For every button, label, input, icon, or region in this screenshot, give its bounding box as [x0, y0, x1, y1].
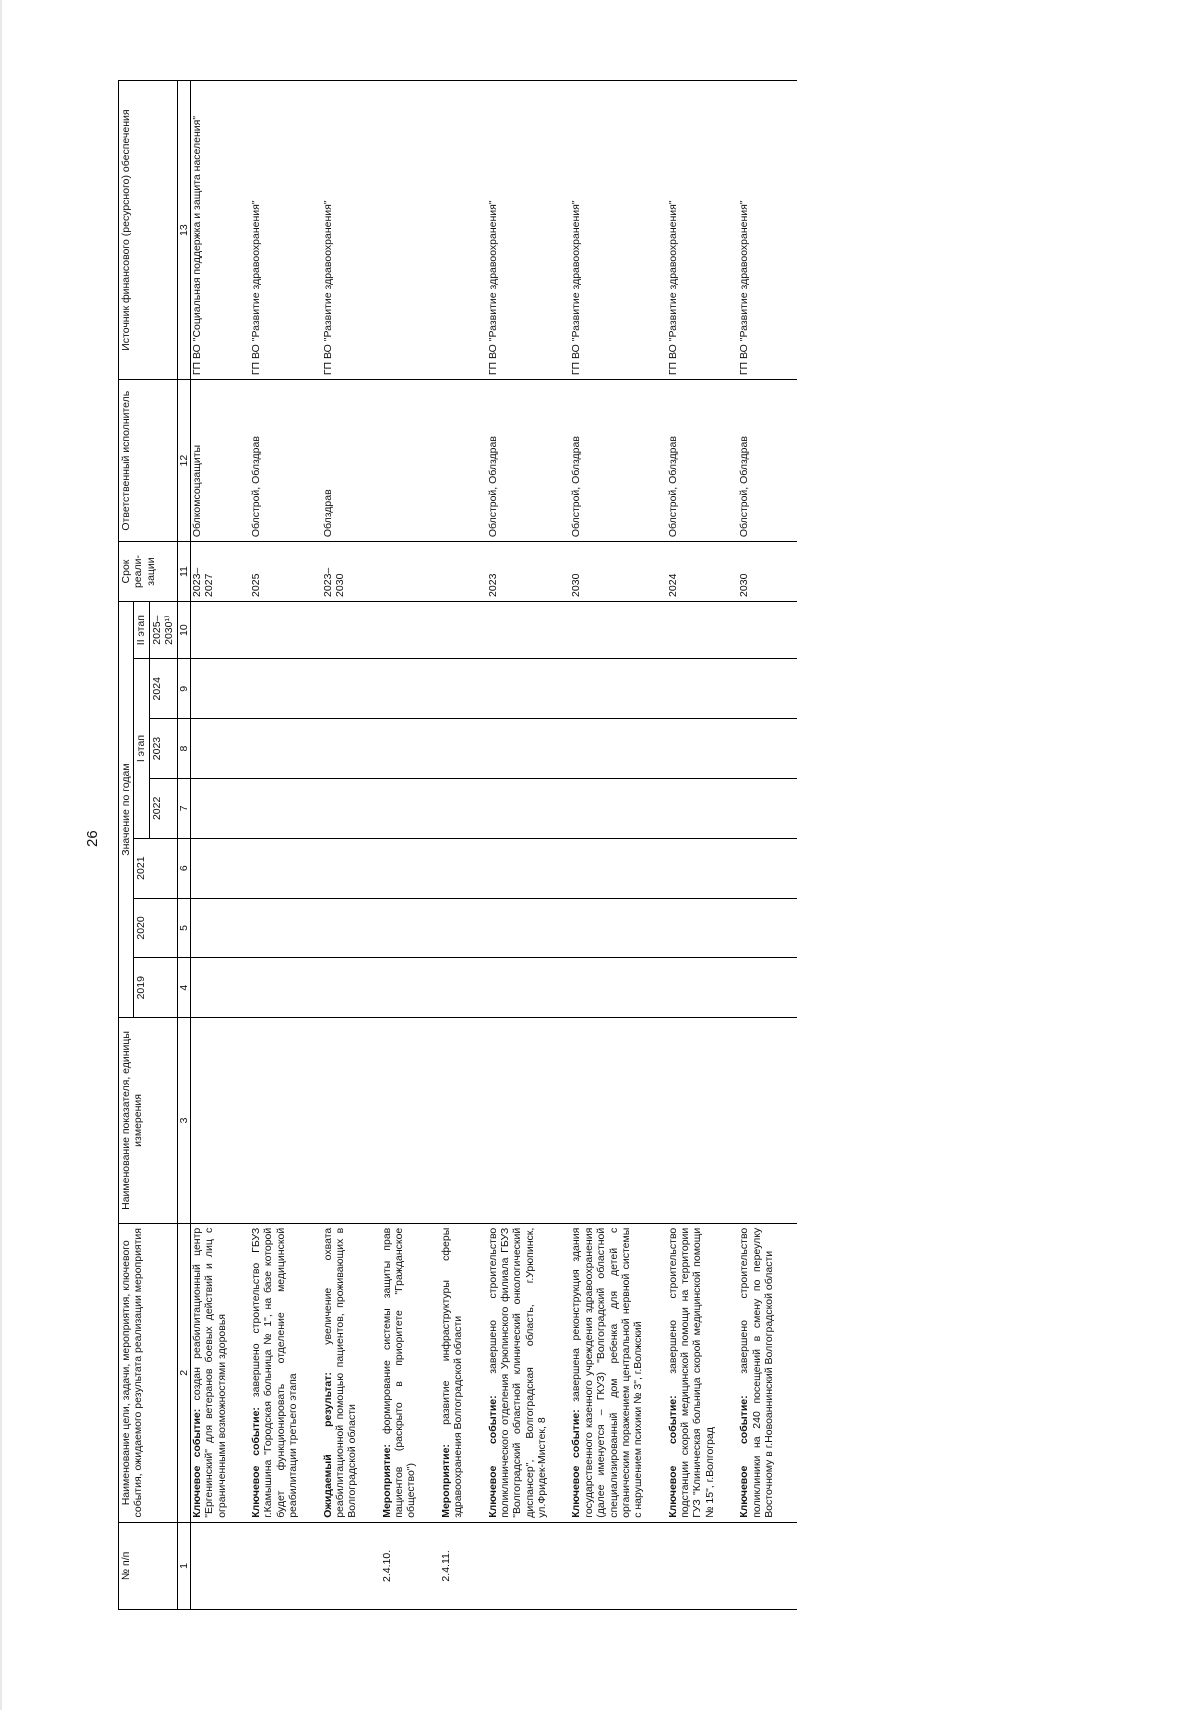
- row-year-value: [381, 778, 440, 838]
- column-number: 3: [177, 1018, 190, 1224]
- row-year-value: [250, 958, 322, 1018]
- row-executor: Облстрой, Облздрав: [738, 380, 797, 542]
- row-term: 2030: [570, 542, 666, 602]
- row-year-value: [667, 601, 739, 658]
- row-text: завершено строительство ГБУЗ г.Камышина "Городская больница № 1", на базе которой будет функционировать отделение медицинской реабилитации третьего этапа: [250, 1227, 300, 1518]
- table-row: [250, 81, 322, 1610]
- row-year-value: [738, 958, 797, 1018]
- row-year-value: [667, 719, 739, 779]
- row-year-value: [440, 958, 487, 1018]
- row-year-value: [487, 898, 571, 958]
- row-label: Ключевое событие:: [570, 1409, 583, 1518]
- row-source: [440, 81, 487, 380]
- row-text: завершено строительство подстанции скорой медицинской помощи на территории ГУЗ "Клиническая больница скорой медицинской помощи № 15", г.Волгоград: [666, 1227, 716, 1518]
- row-label: Ключевое событие:: [250, 1407, 262, 1518]
- row-year-value: [667, 659, 739, 719]
- row-year-value: [667, 958, 739, 1018]
- header-stage-1: I этап: [134, 659, 149, 838]
- row-year-value: [487, 601, 571, 658]
- table-header: [119, 81, 191, 1610]
- row-year-value: [570, 601, 666, 658]
- row-year-value: [570, 659, 666, 719]
- row-term: 2024: [667, 542, 739, 602]
- header-executor: Ответственный исполнитель: [119, 380, 178, 542]
- column-number: 7: [177, 778, 190, 838]
- row-text: завершена реконструкция здания государственного казенного учреждения здравоохранения (далее именуется – ГКУЗ) "Волгоградский областной специализированный дом ребенка для детей с органическим поражением центральной нервной системы с нарушением психики № 3", г.Волжский: [570, 1227, 645, 1518]
- row-number: [190, 1522, 250, 1609]
- row-source: ГП ВО "Социальная поддержка и защита населения": [190, 81, 250, 380]
- row-text: увеличение охвата реабилитационной помощью пациентов, проживающих в Волгоградской области: [321, 1227, 359, 1518]
- row-year-value: [487, 778, 571, 838]
- row-indicator: [440, 1018, 487, 1224]
- row-executor: Облстрой, Облздрав: [487, 380, 571, 542]
- table-row: [440, 81, 487, 1610]
- row-executor: Облздрав: [322, 380, 381, 542]
- header-num: № п/п: [119, 1522, 178, 1609]
- row-year-value: [190, 719, 250, 779]
- row-number: [570, 1522, 666, 1609]
- row-year-value: [250, 838, 322, 898]
- row-source: ГП ВО "Развитие здравоохранения": [738, 81, 797, 380]
- rotated-page-content: [118, 80, 1118, 1610]
- row-number: [322, 1522, 381, 1609]
- table-row: [738, 81, 797, 1610]
- plan-table: [118, 80, 797, 1610]
- row-source: ГП ВО "Развитие здравоохранения": [667, 81, 739, 380]
- column-number: 1: [177, 1522, 190, 1609]
- row-year-value: [487, 838, 571, 898]
- row-year-value: [190, 898, 250, 958]
- row-year-value: [190, 958, 250, 1018]
- row-name: [570, 1223, 666, 1522]
- row-year-value: [738, 659, 797, 719]
- row-year-value: [250, 601, 322, 658]
- row-year-value: [322, 719, 381, 779]
- row-executor: [381, 380, 440, 542]
- row-year-value: [738, 778, 797, 838]
- header-year-2022: 2022: [149, 778, 177, 838]
- row-year-value: [322, 838, 381, 898]
- row-year-value: [381, 898, 440, 958]
- table-body: [190, 81, 797, 1610]
- row-indicator: [738, 1018, 797, 1224]
- row-indicator: [190, 1018, 250, 1224]
- row-executor: Облстрой, Облздрав: [250, 380, 322, 542]
- column-number: 9: [177, 659, 190, 719]
- row-name: [667, 1223, 739, 1522]
- row-indicator: [487, 1018, 571, 1224]
- row-year-value: [487, 659, 571, 719]
- row-year-value: [250, 719, 322, 779]
- header-column-numbers: [177, 81, 190, 1610]
- row-number: 2.4.10.: [381, 1522, 440, 1609]
- row-name: [322, 1223, 381, 1522]
- row-year-value: [667, 898, 739, 958]
- column-number: 8: [177, 719, 190, 779]
- column-number: 6: [177, 838, 190, 898]
- row-year-value: [667, 778, 739, 838]
- row-label: Ключевое событие:: [190, 1408, 203, 1518]
- row-year-value: [487, 719, 571, 779]
- header-stage-2: II этап: [134, 601, 149, 658]
- table-row: [381, 81, 440, 1610]
- scan-edge: [0, 0, 2, 1710]
- row-year-value: [322, 958, 381, 1018]
- row-label: Ключевое событие:: [738, 1395, 751, 1518]
- row-year-value: [190, 601, 250, 658]
- row-year-value: [381, 659, 440, 719]
- row-label: Ожидаемый результат:: [321, 1372, 334, 1518]
- row-year-value: [190, 659, 250, 719]
- row-year-value: [570, 778, 666, 838]
- row-year-value: [190, 838, 250, 898]
- row-source: ГП ВО "Развитие здравоохранения": [322, 81, 381, 380]
- row-year-value: [440, 898, 487, 958]
- row-indicator: [570, 1018, 666, 1224]
- row-year-value: [738, 601, 797, 658]
- page-number: 26: [84, 830, 101, 847]
- row-source: ГП ВО "Развитие здравоохранения": [570, 81, 666, 380]
- row-label: Мероприятие:: [439, 1444, 452, 1518]
- row-term: 2023: [487, 542, 571, 602]
- row-text: формирование системы защиты прав пациентов (раскрыто в приоритете "Гражданское общество"): [380, 1227, 418, 1518]
- row-year-value: [440, 659, 487, 719]
- row-year-value: [440, 778, 487, 838]
- row-executor: Облкомсоцзащиты: [190, 380, 250, 542]
- row-term: [381, 542, 440, 602]
- row-year-value: [381, 601, 440, 658]
- column-number: 13: [177, 81, 190, 380]
- row-executor: [440, 380, 487, 542]
- row-year-value: [381, 958, 440, 1018]
- header-year-2020: 2020: [134, 898, 177, 958]
- row-number: [250, 1522, 322, 1609]
- row-number: 2.4.11.: [440, 1522, 487, 1609]
- row-year-value: [440, 719, 487, 779]
- row-year-value: [190, 778, 250, 838]
- row-term: 2030: [738, 542, 797, 602]
- row-name: [381, 1223, 440, 1522]
- row-source: ГП ВО "Развитие здравоохранения": [487, 81, 571, 380]
- row-name: [487, 1223, 571, 1522]
- header-indicator: Наименование показателя, единицы измерения: [119, 1018, 178, 1224]
- row-source: [381, 81, 440, 380]
- row-year-value: [487, 958, 571, 1018]
- row-executor: Облстрой, Облздрав: [570, 380, 666, 542]
- column-number: 11: [177, 542, 190, 602]
- table-row: [487, 81, 571, 1610]
- row-year-value: [381, 838, 440, 898]
- table-row: [667, 81, 739, 1610]
- row-term: [440, 542, 487, 602]
- row-term: 2025: [250, 542, 322, 602]
- column-number: 12: [177, 380, 190, 542]
- column-number: 5: [177, 898, 190, 958]
- row-year-value: [667, 838, 739, 898]
- row-year-value: [322, 778, 381, 838]
- row-year-value: [570, 719, 666, 779]
- row-number: [667, 1522, 739, 1609]
- header-year-2023: 2023: [149, 719, 177, 779]
- header-source: Источник финансового (ресурсного) обеспечения: [119, 81, 178, 380]
- row-indicator: [667, 1018, 739, 1224]
- row-year-value: [250, 898, 322, 958]
- row-year-value: [250, 659, 322, 719]
- row-name: [738, 1223, 797, 1522]
- row-indicator: [322, 1018, 381, 1224]
- row-indicator: [381, 1018, 440, 1224]
- row-year-value: [570, 838, 666, 898]
- row-number: [487, 1522, 571, 1609]
- row-name: [250, 1223, 322, 1522]
- table-row: [570, 81, 666, 1610]
- row-year-value: [738, 898, 797, 958]
- row-label: Ключевое событие:: [486, 1395, 499, 1518]
- header-year-2025-2030: 2025–2030¹⁾: [149, 601, 177, 658]
- row-term: 2023–2027: [190, 542, 250, 602]
- row-source: ГП ВО "Развитие здравоохранения": [250, 81, 322, 380]
- row-text: развитие инфраструктуры сферы здравоохранения Волгоградской области: [439, 1227, 465, 1518]
- column-number: 4: [177, 958, 190, 1018]
- header-year-2024: 2024: [149, 659, 177, 719]
- row-label: Мероприятие:: [380, 1444, 393, 1518]
- row-label: Ключевое событие:: [666, 1395, 679, 1518]
- table-row: [190, 81, 250, 1610]
- row-year-value: [738, 719, 797, 779]
- row-year-value: [322, 601, 381, 658]
- header-year-2019: 2019: [134, 958, 177, 1018]
- row-year-value: [322, 898, 381, 958]
- column-number: 10: [177, 601, 190, 658]
- row-term: 2023–2030: [322, 542, 381, 602]
- row-indicator: [250, 1018, 322, 1224]
- row-name: [190, 1223, 250, 1522]
- column-number: 2: [177, 1223, 190, 1522]
- row-text: завершено строительство поликлиники на 240 посещений в смену по переулку Восточному в г.Новоаннинский Волгоградской области: [738, 1227, 775, 1518]
- row-year-value: [322, 659, 381, 719]
- row-executor: Облстрой, Облздрав: [667, 380, 739, 542]
- row-text: завершено строительство поликлинического отделения Урюпинского филиала ГБУЗ "Волгоградский областной клинический онкологический диспансер", Волгоградская область, г.Урюпинск, ул.Фридек-Мистек, 8: [486, 1227, 548, 1518]
- row-year-value: [440, 601, 487, 658]
- row-number: [738, 1522, 797, 1609]
- header-term: Срок реали-зации: [119, 542, 178, 602]
- row-year-value: [570, 898, 666, 958]
- row-year-value: [440, 838, 487, 898]
- row-year-value: [738, 838, 797, 898]
- row-text: создан реабилитационный центр "Ергенинский" для ветеранов боевых действий и лиц с ограниченными возможностями здоровья: [190, 1227, 228, 1518]
- header-name: Наименование цели, задачи, мероприятия, ключевого события, ожидаемого результата реализации мероприятия: [119, 1223, 178, 1522]
- row-year-value: [250, 778, 322, 838]
- header-values: Значение по годам: [119, 601, 134, 1017]
- row-year-value: [570, 958, 666, 1018]
- header-year-2021: 2021: [134, 838, 177, 898]
- table-row: [322, 81, 381, 1610]
- row-name: [440, 1223, 487, 1522]
- row-year-value: [381, 719, 440, 779]
